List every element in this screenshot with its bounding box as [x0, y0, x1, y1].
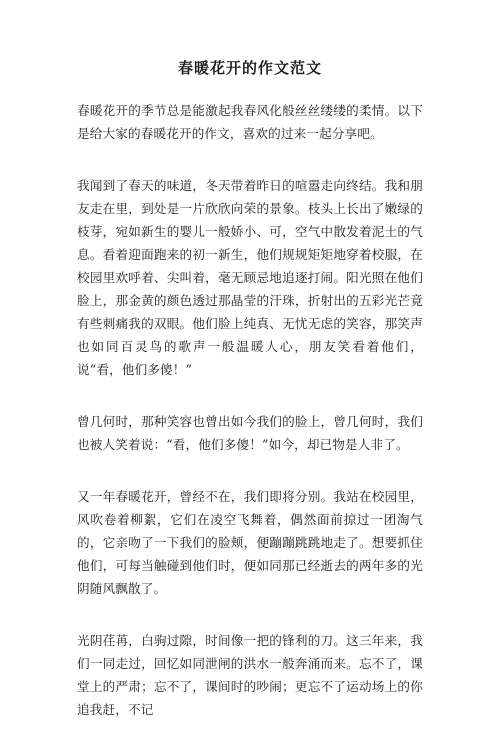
paragraph-spring-campus: 我闻到了春天的味道，冬天带着昨日的喧嚣走向终结。我和朋友走在里，到处是一片欣欣向荣的景象。枝头上长出了嫩绿的枝芽，宛如新生的婴儿一般娇小、可，空气中散发着泥土的气息。看着迎面跑来的初一新生，他们规规矩矩地穿着校服，在校园里欢呼着、尖叫着，毫无顾忌地追逐打闹。阳光照在他们脸上，那金黄的颜色透过那晶莹的汗珠，折射出的五彩光芒竟有些刺痛我的双眼。他们脸上纯真、无忧无虑的笑容，那笑声也如同百灵鸟的歌声一般温暖人心，朋友笑看着他们，说“看，他们多傻！” — [77, 178, 423, 377]
paragraph-memories: 曾几何时，那种笑容也曾出如今我们的脸上，曾几何时，我们也被人笑着说：“看，他们多傻！”如今，却已物是人非了。 — [77, 414, 423, 452]
document-title: 春暖花开的作文范文 — [177, 59, 322, 77]
paragraph-intro: 春暖花开的季节总是能激起我春风化般丝丝缕缕的柔情。以下是给大家的春暖花开的作文，喜欢的过来一起分享吧。 — [77, 103, 423, 141]
document-body — [77, 99, 423, 750]
paragraph-time-passing: 光阴荏苒，白驹过隙，时间像一把的锋利的刀。这三年来，我们一同走过，回忆如同泄闸的洪水一般奔涌而来。忘不了，课堂上的严肃；忘不了，课间时的吵闹；更忘不了运动场上的你追我赶，不记 — [77, 633, 423, 717]
paragraph-farewell: 又一年春暖花开，曾经不在，我们即将分别。我站在校园里，风吹卷着柳絮，它们在凌空飞舞着，偶然面前掠过一团淘气的，它亲吻了一下我们的脸颊，便蹦蹦跳跳地走了。想要抓住他们，可每当触碰到他们时，便如同那已经逝去的两年多的光阴随风飘散了。 — [77, 489, 423, 596]
